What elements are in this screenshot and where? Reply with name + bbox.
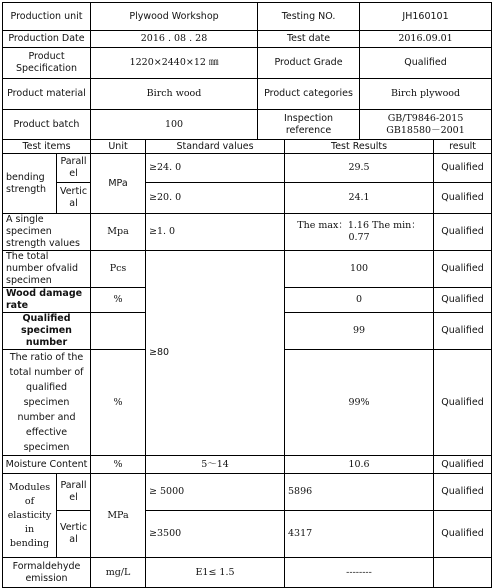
col-test-items: Test items bbox=[3, 140, 91, 154]
moisture-verdict: Qualified bbox=[434, 456, 492, 474]
testing-no-value: JH160101 bbox=[360, 3, 492, 31]
header-row-3 bbox=[3, 48, 492, 79]
total-valid-result: 100 bbox=[285, 251, 434, 288]
single-specimen-row bbox=[3, 214, 492, 251]
bending-parallel-row bbox=[3, 154, 492, 183]
ratio-label: The ratio of the total number of qualified specimen number and effective specimen bbox=[3, 350, 91, 456]
qualified-specimen-unit bbox=[91, 313, 146, 350]
moisture-standard: 5～14 bbox=[146, 456, 285, 474]
qualified-specimen-result: 99 bbox=[285, 313, 434, 350]
bending-vertical-result: 24.1 bbox=[285, 183, 434, 214]
modulus-label: Modules of elasticity in bending bbox=[3, 474, 57, 558]
modulus-parallel-row bbox=[3, 474, 492, 511]
col-unit: Unit bbox=[91, 140, 146, 154]
ratio-unit: % bbox=[91, 350, 146, 456]
product-categories-value: Birch plywood bbox=[360, 79, 492, 110]
moisture-result: 10.6 bbox=[285, 456, 434, 474]
formaldehyde-label: Formaldehyde emission bbox=[3, 558, 91, 588]
wood-damage-label: Wood damage rate bbox=[3, 288, 91, 313]
bending-strength-label: bending strength bbox=[3, 154, 57, 214]
modulus-parallel-standard: ≥ 5000 bbox=[146, 474, 285, 511]
inspection-table bbox=[2, 2, 492, 588]
col-result: result bbox=[434, 140, 492, 154]
total-valid-row bbox=[3, 251, 492, 288]
bending-parallel-result: 29.5 bbox=[285, 154, 434, 183]
wood-damage-unit: % bbox=[91, 288, 146, 313]
modulus-vertical-verdict: Qualified bbox=[434, 511, 492, 558]
product-spec-value: 1220×2440×12 ㎜ bbox=[91, 48, 258, 79]
production-date-value: 2016 . 08 . 28 bbox=[91, 31, 258, 48]
test-date-value: 2016.09.01 bbox=[360, 31, 492, 48]
formaldehyde-result: -------- bbox=[285, 558, 434, 588]
bending-parallel-standard: ≥24. 0 bbox=[146, 154, 285, 183]
modulus-parallel-result: 5896 bbox=[285, 474, 434, 511]
testing-no-label: Testing NO. bbox=[258, 3, 360, 31]
inspection-reference-line-2: GB18580－2001 bbox=[386, 124, 465, 136]
shared-standard: ≥80 bbox=[146, 251, 285, 456]
column-header-row bbox=[3, 140, 492, 154]
bending-vertical-verdict: Qualified bbox=[434, 183, 492, 214]
product-material-value: Birch wood bbox=[91, 79, 258, 110]
test-date-label: Test date bbox=[258, 31, 360, 48]
wood-damage-verdict: Qualified bbox=[434, 288, 492, 313]
bending-vertical-label: Vertical bbox=[57, 183, 91, 214]
total-valid-verdict: Qualified bbox=[434, 251, 492, 288]
total-valid-label: The total number ofvalid specimen bbox=[3, 251, 91, 288]
header-row-4 bbox=[3, 79, 492, 110]
header-row-5 bbox=[3, 110, 492, 140]
bending-vertical-row bbox=[3, 183, 492, 214]
production-unit-value: Plywood Workshop bbox=[91, 3, 258, 31]
inspection-report bbox=[2, 2, 491, 588]
single-specimen-verdict: Qualified bbox=[434, 214, 492, 251]
product-grade-value: Qualified bbox=[360, 48, 492, 79]
product-batch-label: Product batch bbox=[3, 110, 91, 140]
inspection-reference-line-1: GB/T9846-2015 bbox=[387, 112, 464, 124]
product-grade-label: Product Grade bbox=[258, 48, 360, 79]
production-date-label: Production Date bbox=[3, 31, 91, 48]
bending-unit: MPa bbox=[91, 154, 146, 214]
moisture-row bbox=[3, 456, 492, 474]
ratio-verdict: Qualified bbox=[434, 350, 492, 456]
ratio-result: 99% bbox=[285, 350, 434, 456]
single-specimen-result: The max：1.16 The min：0.77 bbox=[285, 214, 434, 251]
formaldehyde-verdict bbox=[434, 558, 492, 588]
modulus-parallel-label: Parallel bbox=[57, 474, 91, 511]
total-valid-unit: Pcs bbox=[91, 251, 146, 288]
header-row-2 bbox=[3, 31, 492, 48]
modulus-parallel-verdict: Qualified bbox=[434, 474, 492, 511]
bending-parallel-verdict: Qualified bbox=[434, 154, 492, 183]
col-test-results: Test Results bbox=[285, 140, 434, 154]
single-specimen-unit: Mpa bbox=[91, 214, 146, 251]
header-row-1 bbox=[3, 3, 492, 31]
col-standard-values: Standard values bbox=[146, 140, 285, 154]
formaldehyde-standard: E1≤ 1.5 bbox=[146, 558, 285, 588]
modulus-vertical-label: Vertical bbox=[57, 511, 91, 558]
bending-parallel-label: Parallel bbox=[57, 154, 91, 183]
modulus-vertical-row bbox=[3, 511, 492, 558]
qualified-specimen-verdict: Qualified bbox=[434, 313, 492, 350]
product-batch-value: 100 bbox=[91, 110, 258, 140]
modulus-unit: MPa bbox=[91, 474, 146, 558]
wood-damage-result: 0 bbox=[285, 288, 434, 313]
moisture-unit: % bbox=[91, 456, 146, 474]
modulus-vertical-result: 4317 bbox=[285, 511, 434, 558]
moisture-label: Moisture Content bbox=[3, 456, 91, 474]
modulus-vertical-standard: ≥3500 bbox=[146, 511, 285, 558]
product-material-label: Product material bbox=[3, 79, 91, 110]
single-specimen-label: A single specimen strength values bbox=[3, 214, 91, 251]
product-categories-label: Product categories bbox=[258, 79, 360, 110]
product-spec-label: Product Specification bbox=[3, 48, 91, 79]
inspection-reference-value bbox=[360, 110, 492, 140]
qualified-specimen-label: Qualified specimen number bbox=[3, 313, 91, 350]
inspection-reference-label: Inspection reference bbox=[258, 110, 360, 140]
single-specimen-standard: ≥1. 0 bbox=[146, 214, 285, 251]
formaldehyde-row bbox=[3, 558, 492, 588]
production-unit-label: Production unit bbox=[3, 3, 91, 31]
bending-vertical-standard: ≥20. 0 bbox=[146, 183, 285, 214]
formaldehyde-unit: mg/L bbox=[91, 558, 146, 588]
